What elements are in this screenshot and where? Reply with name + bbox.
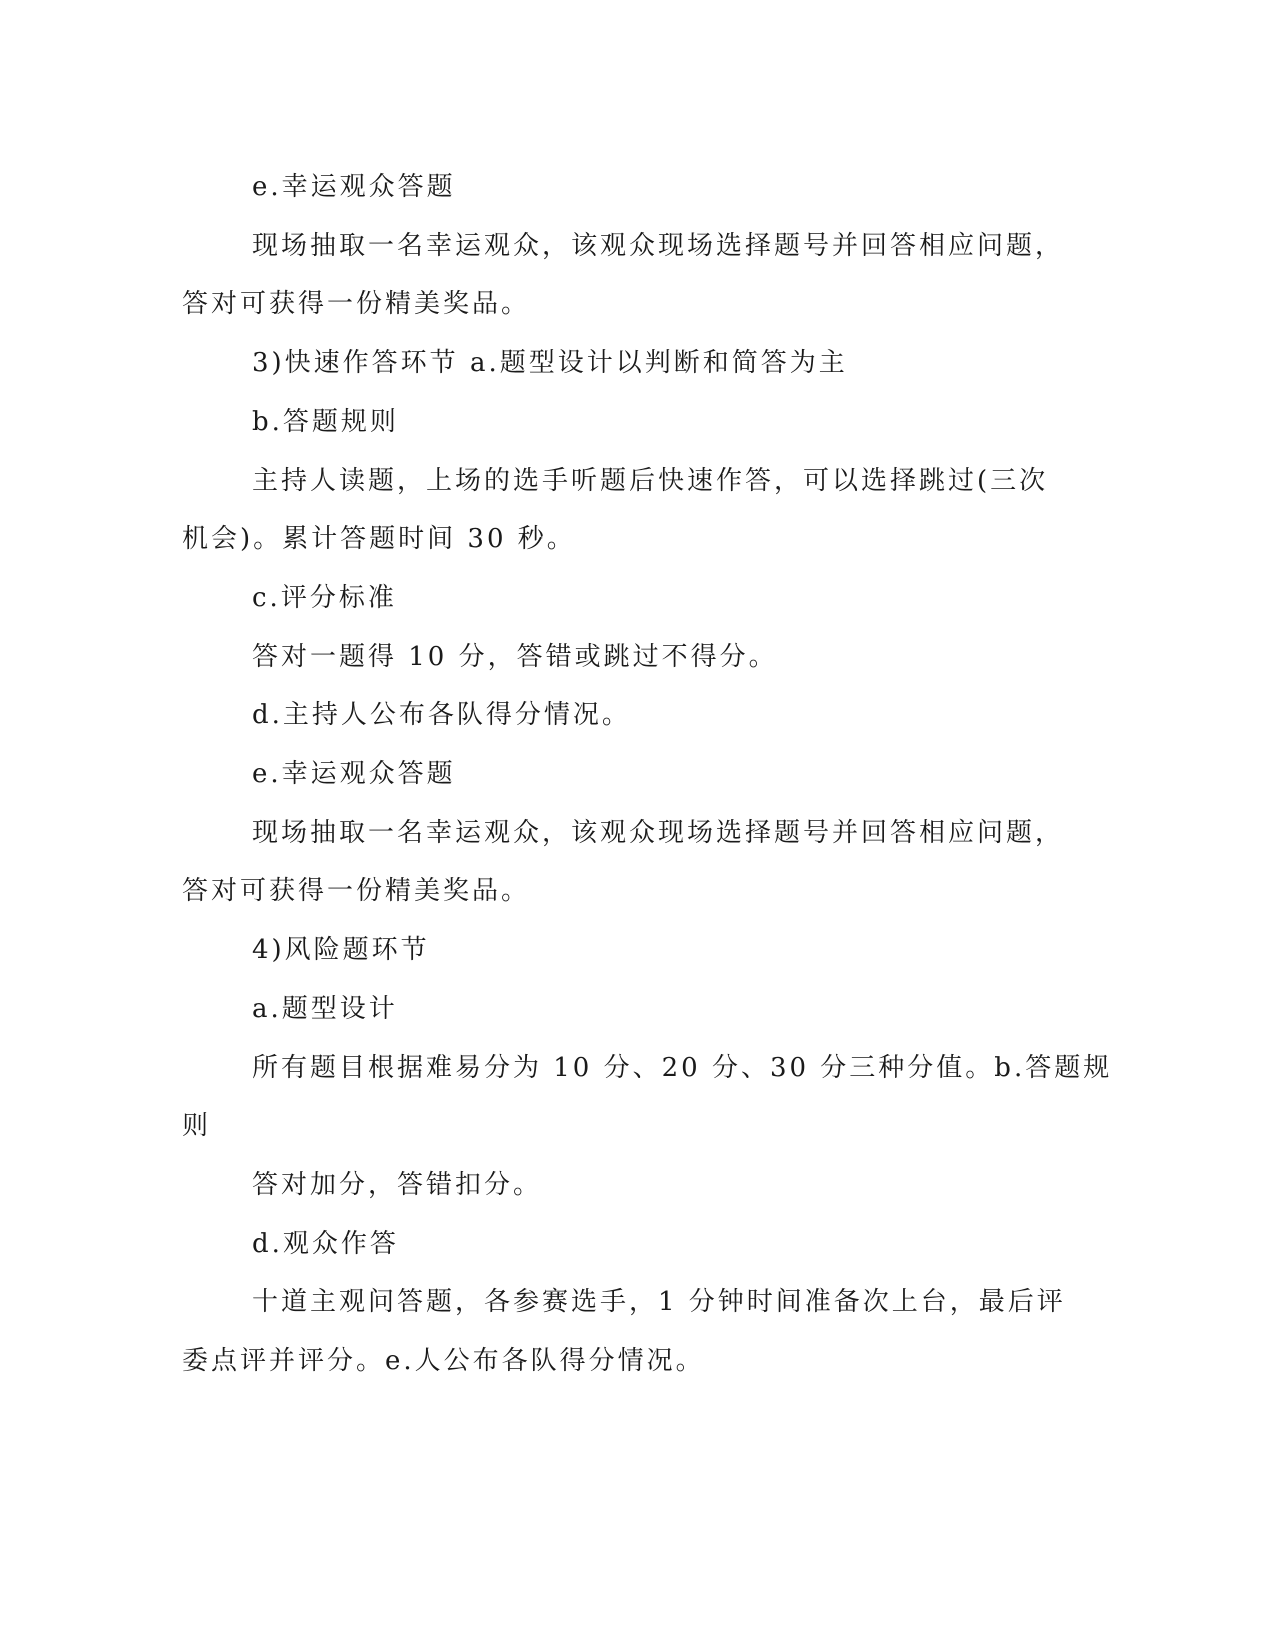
text-line: 则 — [182, 1111, 212, 1142]
text-line: e.幸运观众答题 — [252, 759, 456, 790]
text-line: 主持人读题，上场的选手听题后快速作答，可以选择跳过(三次 — [252, 465, 1049, 496]
text-line: 现场抽取一名幸运观众，该观众现场选择题号并回答相应问题， — [252, 817, 1065, 848]
text-line: 机会)。累计答题时间 30 秒。 — [182, 524, 576, 555]
text-line: 4)风险题环节 — [252, 935, 430, 966]
document-body — [182, 158, 1113, 1391]
text-line: 答对一题得 10 分，答错或跳过不得分。 — [252, 641, 778, 672]
text-line: c.评分标准 — [252, 582, 397, 613]
text-line: 3)快速作答环节 a.题型设计以判断和简答为主 — [252, 348, 848, 379]
text-line: b.答题规则 — [252, 406, 399, 437]
text-line: 答对可获得一份精美奖品。 — [182, 289, 531, 320]
text-line: a.题型设计 — [252, 993, 398, 1024]
text-line: 十道主观问答题，各参赛选手，1 分钟时间准备次上台，最后评 — [252, 1287, 1066, 1318]
text-line: 现场抽取一名幸运观众，该观众现场选择题号并回答相应问题， — [252, 230, 1065, 261]
text-line: e.幸运观众答题 — [252, 172, 456, 202]
text-line: 答对加分，答错扣分。 — [252, 1169, 543, 1200]
text-line: 答对可获得一份精美奖品。 — [182, 876, 531, 907]
text-line: 委点评并评分。e.人公布各队得分情况。 — [182, 1346, 705, 1377]
text-line: d.观众作答 — [252, 1228, 399, 1259]
text-line: d.主持人公布各队得分情况。 — [252, 700, 631, 731]
text-line: 所有题目根据难易分为 10 分、20 分、30 分三种分值。b.答题规 — [252, 1052, 1113, 1083]
